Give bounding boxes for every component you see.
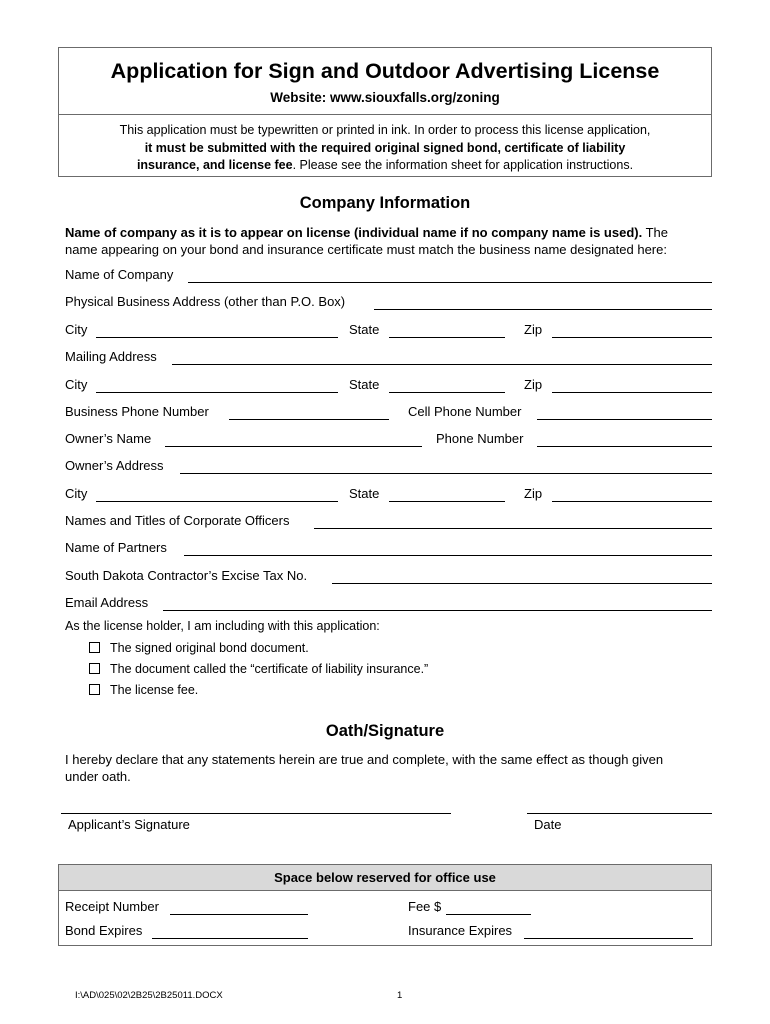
receipt-number-label: Receipt Number: [65, 899, 159, 914]
instruction-rest: The: [642, 225, 668, 240]
fee-label: Fee $: [408, 899, 442, 914]
cell-phone-label: Cell Phone Number: [408, 404, 522, 419]
excise-tax-label: South Dakota Contractor’s Excise Tax No.: [65, 568, 308, 583]
oath-heading: Oath/Signature: [325, 722, 445, 740]
owner-zip-label: Zip: [524, 486, 543, 501]
header-box: [58, 47, 712, 177]
email-label: Email Address: [65, 595, 149, 610]
fee-field[interactable]: [446, 914, 531, 915]
owner-name-label: Owner’s Name: [65, 431, 152, 446]
company-heading: Company Information: [299, 194, 471, 212]
mailing-zip-label: Zip: [524, 377, 543, 392]
company-name-field[interactable]: [188, 282, 712, 283]
checklist-item-fee: The license fee.: [110, 683, 199, 697]
instruction-line2: name appearing on your bond and insurance certificate must match the business name designated here:: [65, 242, 667, 257]
checkbox-bond[interactable]: [89, 642, 100, 653]
business-phone-label: Business Phone Number: [65, 404, 209, 419]
website-link[interactable]: Website: www.siouxfalls.org/zoning: [270, 90, 500, 105]
zip-label: Zip: [524, 322, 543, 337]
mailing-city-field[interactable]: [96, 392, 338, 393]
signature-field[interactable]: [61, 813, 451, 814]
company-name-label: Name of Company: [65, 267, 174, 282]
owner-state-field[interactable]: [389, 501, 505, 502]
checklist-item-bond: The signed original bond document.: [110, 641, 309, 655]
mailing-city-label: City: [65, 377, 88, 392]
insurance-expires-field[interactable]: [524, 938, 693, 939]
header-divider: [59, 114, 711, 115]
owner-city-field[interactable]: [96, 501, 338, 502]
intro-line1: This application must be typewritten or printed in ink. In order to process this license application,: [119, 123, 651, 137]
owner-address-label: Owner’s Address: [65, 458, 164, 473]
city-field[interactable]: [96, 337, 338, 338]
receipt-number-field[interactable]: [170, 914, 308, 915]
corporate-officers-label: Names and Titles of Corporate Officers: [65, 513, 290, 528]
checklist-item-insurance: The document called the “certificate of liability insurance.”: [110, 662, 429, 676]
intro-line2: it must be submitted with the required original signed bond, certificate of liability: [144, 140, 626, 155]
excise-tax-field[interactable]: [332, 583, 712, 584]
owner-zip-field[interactable]: [552, 501, 712, 502]
email-field[interactable]: [163, 610, 712, 611]
physical-address-field[interactable]: [374, 309, 712, 310]
state-label: State: [349, 322, 380, 337]
partners-label: Name of Partners: [65, 540, 167, 555]
owner-phone-field[interactable]: [537, 446, 712, 447]
date-field[interactable]: [527, 813, 712, 814]
owner-phone-label: Phone Number: [436, 431, 524, 446]
mailing-state-field[interactable]: [389, 392, 505, 393]
cell-phone-field[interactable]: [537, 419, 712, 420]
owner-name-field[interactable]: [165, 446, 422, 447]
owner-address-field[interactable]: [180, 473, 712, 474]
state-field[interactable]: [389, 337, 505, 338]
intro-text: [69, 122, 701, 175]
bond-expires-label: Bond Expires: [65, 923, 143, 938]
city-label: City: [65, 322, 88, 337]
date-label: Date: [534, 817, 562, 832]
corporate-officers-field[interactable]: [314, 528, 712, 529]
page-title: Application for Sign and Outdoor Advertising License: [110, 59, 660, 83]
bond-expires-field[interactable]: [152, 938, 308, 939]
oath-statement: [65, 751, 725, 785]
mailing-address-label: Mailing Address: [65, 349, 157, 364]
physical-address-label: Physical Business Address (other than P.O. Box): [65, 294, 346, 309]
signature-label: Applicant’s Signature: [68, 817, 190, 832]
company-instruction: [65, 224, 715, 258]
checkbox-insurance[interactable]: [89, 663, 100, 674]
mailing-address-field[interactable]: [172, 364, 712, 365]
oath-line2: under oath.: [65, 769, 131, 784]
zip-field[interactable]: [552, 337, 712, 338]
owner-state-label: State: [349, 486, 380, 501]
checkbox-fee[interactable]: [89, 684, 100, 695]
intro-line3-bold: insurance, and license fee: [136, 158, 293, 172]
intro-line3-rest: . Please see the information sheet for application instructions.: [292, 158, 634, 172]
business-phone-field[interactable]: [229, 419, 389, 420]
mailing-zip-field[interactable]: [552, 392, 712, 393]
checklist-intro: As the license holder, I am including with this application:: [65, 619, 380, 633]
office-use-header: Space below reserved for office use: [59, 865, 711, 891]
page-number: 1: [397, 990, 403, 1001]
partners-field[interactable]: [184, 555, 712, 556]
mailing-state-label: State: [349, 377, 380, 392]
insurance-expires-label: Insurance Expires: [408, 923, 513, 938]
owner-city-label: City: [65, 486, 88, 501]
footer-doc-path: I:\AD\025\02\2B25\2B25011.DOCX: [75, 990, 223, 1001]
oath-line1: I hereby declare that any statements herein are true and complete, with the same effect as though given: [65, 752, 664, 767]
instruction-bold: Name of company as it is to appear on license (individual name if no company name is used).: [65, 225, 643, 240]
